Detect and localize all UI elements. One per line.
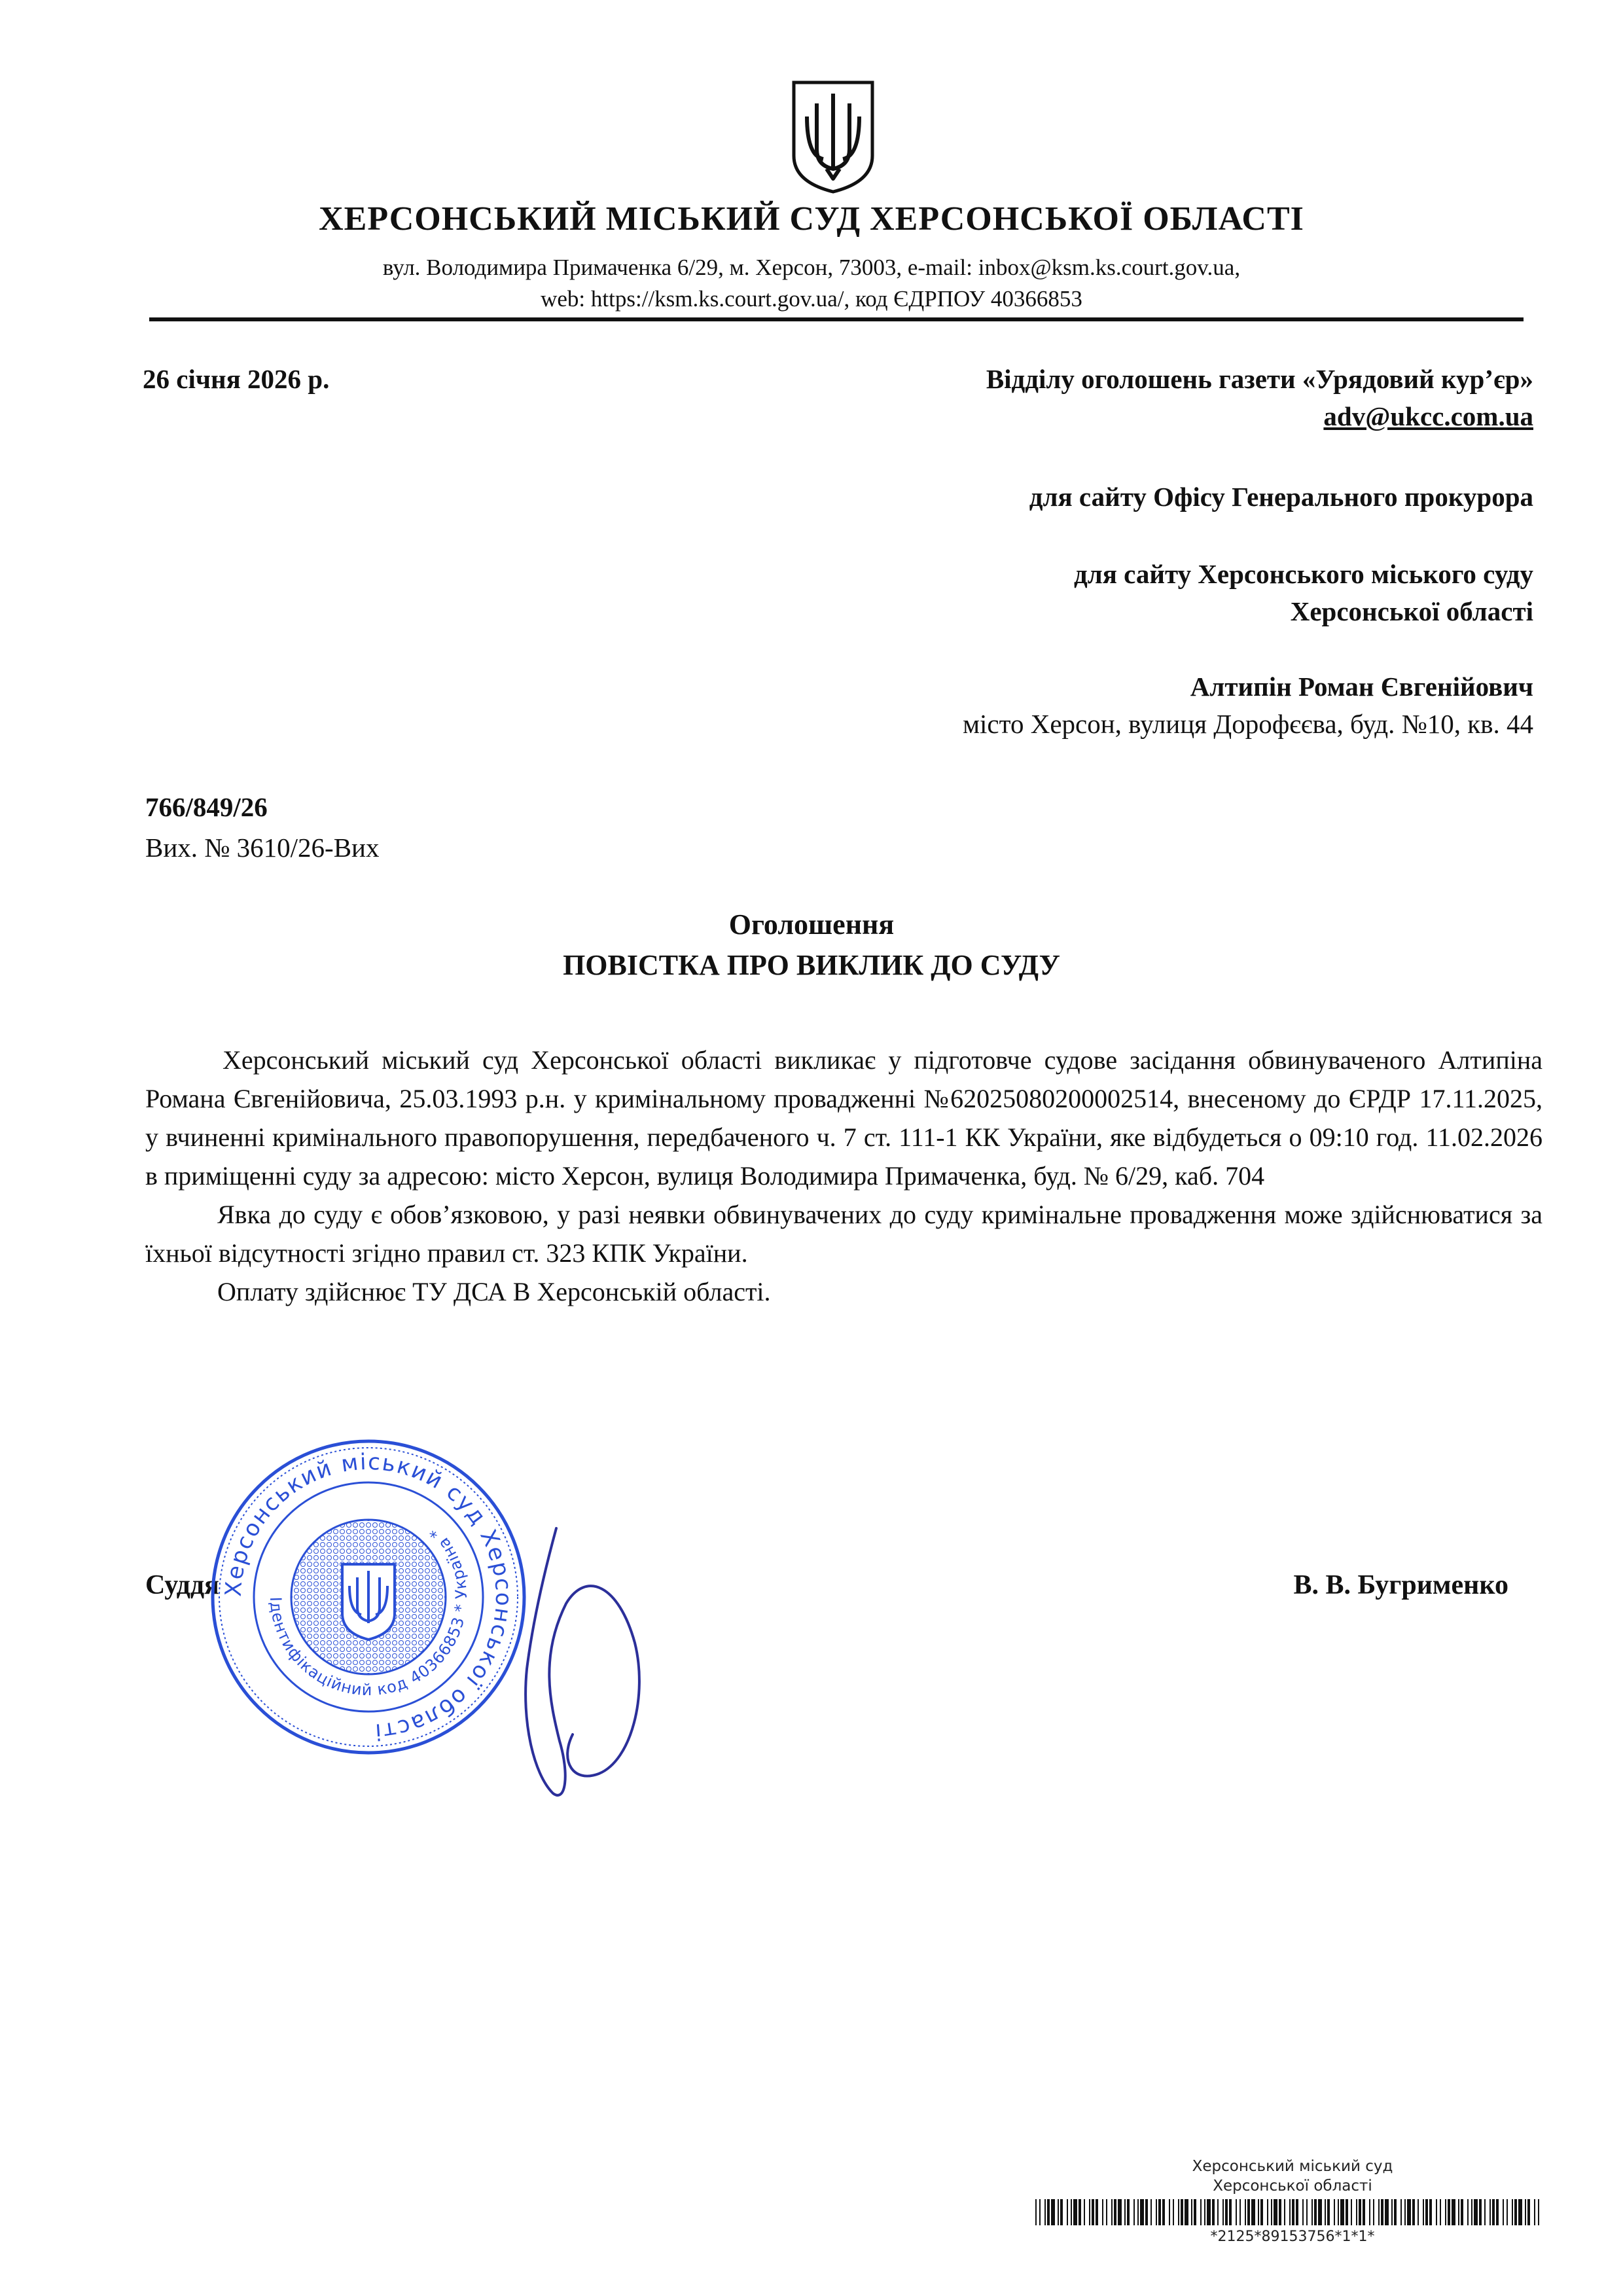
recipient-person-name: Алтипін Роман Євгенійович bbox=[1190, 672, 1533, 702]
barcode-bar bbox=[1492, 2199, 1495, 2225]
seal-inner-text: Ідентифікаційний код 40366853 * Україна * bbox=[266, 1522, 471, 1700]
barcode-bar bbox=[1089, 2199, 1090, 2225]
barcode-bar bbox=[1058, 2199, 1059, 2225]
barcode-bar bbox=[1425, 2199, 1428, 2225]
barcode-bar bbox=[1292, 2199, 1294, 2225]
barcode-bar bbox=[1158, 2199, 1161, 2225]
recipient-court-site bbox=[1074, 556, 1533, 630]
barcode-bar bbox=[1044, 2199, 1046, 2225]
barcode-bar bbox=[1471, 2199, 1472, 2225]
barcode-bar bbox=[1448, 2199, 1450, 2225]
recipient-person bbox=[963, 668, 1533, 743]
header-divider bbox=[149, 317, 1524, 321]
barcode-bar bbox=[1306, 2199, 1308, 2225]
barcode-bar bbox=[1404, 2199, 1406, 2225]
barcode-bar bbox=[1458, 2199, 1459, 2225]
barcode-bar bbox=[1334, 2199, 1335, 2225]
barcode-number: *2125*89153756*1*1* bbox=[1210, 2229, 1375, 2245]
recipient-prosecutor: для сайту Офісу Генерального прокурора bbox=[1029, 482, 1533, 512]
barcode-bar bbox=[1385, 2199, 1389, 2225]
barcode-bar bbox=[1140, 2199, 1144, 2225]
barcode-bar bbox=[1356, 2199, 1357, 2225]
barcode-bar bbox=[1185, 2199, 1188, 2225]
barcode-bar bbox=[1527, 2199, 1530, 2225]
barcode-bar bbox=[1296, 2199, 1298, 2225]
barcode-bar bbox=[1474, 2199, 1478, 2225]
barcode-bar bbox=[1378, 2199, 1380, 2225]
document-body bbox=[145, 1041, 1543, 1311]
recipient-person-address: місто Херсон, вулиця Дорофєєва, буд. №10, кв. 44 bbox=[963, 709, 1533, 739]
newspaper-email-link[interactable]: adv@ukcc.com.ua bbox=[1323, 401, 1533, 431]
barcode-bar bbox=[1039, 2199, 1041, 2225]
barcode-bar bbox=[1191, 2199, 1192, 2225]
barcode-bar bbox=[1194, 2199, 1196, 2225]
barcode-bar bbox=[1173, 2199, 1174, 2225]
barcode-bar bbox=[1327, 2199, 1330, 2225]
barcode-bar bbox=[1489, 2199, 1491, 2225]
barcode-bar bbox=[1440, 2199, 1441, 2225]
barcode-bar bbox=[1229, 2199, 1232, 2225]
barcode-bar bbox=[1162, 2199, 1165, 2225]
barcode-bar bbox=[1503, 2199, 1504, 2225]
barcode-bar bbox=[1114, 2199, 1116, 2225]
barcode-bar bbox=[1169, 2199, 1170, 2225]
barcode-bar bbox=[1423, 2199, 1424, 2225]
barcode-bar bbox=[1363, 2199, 1365, 2225]
barcode-bar bbox=[1145, 2199, 1148, 2225]
barcode-bar bbox=[1507, 2199, 1508, 2225]
barcode-bar bbox=[1274, 2199, 1277, 2225]
barcode-bar bbox=[1359, 2199, 1361, 2225]
court-address bbox=[0, 252, 1623, 315]
barcode-bar bbox=[1484, 2199, 1486, 2225]
barcode-bar bbox=[1258, 2199, 1259, 2225]
barcode-bar bbox=[1212, 2199, 1215, 2225]
barcode-bar bbox=[1124, 2199, 1126, 2225]
body-paragraph-1: Херсонський міський суд Херсонської області викликає у підготовче судове засідання обвинуваченого Алтипіна Романа Євгенійовича, 25.03.1993 р.н. у кримінальному провадженні №62025080200002514, внесеному до ЄРДР 17.11.2025, у вчиненні кримінального правопорушення, передбаченого ч. 7 ст. 111-1 КК України, яке відбудеться о 09:10 год. 11.02.2026 в приміщенні суду за адресою: місто Херсон, вулиця Володимира Примаченка, буд. № 6/29, каб. 704 bbox=[145, 1045, 1543, 1191]
barcode-bar bbox=[1452, 2199, 1455, 2225]
barcode-bar bbox=[1245, 2199, 1246, 2225]
seal-trident-icon bbox=[342, 1564, 395, 1640]
barcode-bar bbox=[1240, 2199, 1241, 2225]
barcode-bar bbox=[1118, 2199, 1122, 2225]
barcode-bar bbox=[1106, 2199, 1107, 2225]
barcode-bar bbox=[1111, 2199, 1113, 2225]
barcode-bar bbox=[1512, 2199, 1513, 2225]
barcode-bar bbox=[1217, 2199, 1219, 2225]
case-number: 766/849/26 bbox=[145, 792, 268, 822]
barcode-bar bbox=[1200, 2199, 1202, 2225]
recipient-newspaper-label: Відділу оголошень газети «Урядовий кур’єр» bbox=[986, 364, 1533, 394]
barcode-bar bbox=[1096, 2199, 1098, 2225]
barcode-bar bbox=[1222, 2199, 1224, 2225]
document-date: 26 січня 2026 р. bbox=[143, 364, 330, 394]
barcode-bar bbox=[1127, 2199, 1130, 2225]
barcode-bar bbox=[1445, 2199, 1446, 2225]
judge-name: В. В. Бугрименко bbox=[1293, 1570, 1508, 1600]
barcode-bar bbox=[1346, 2199, 1348, 2225]
barcode-bar bbox=[1525, 2199, 1526, 2225]
barcode-bar bbox=[1407, 2199, 1411, 2225]
barcode-bar bbox=[1538, 2199, 1539, 2225]
barcode-bar bbox=[1467, 2199, 1469, 2225]
recipient-court-site-line1: для сайту Херсонського міського суду bbox=[1073, 559, 1533, 589]
barcode-bar bbox=[1225, 2199, 1228, 2225]
barcode-bar bbox=[1373, 2199, 1374, 2225]
court-seal-stamp bbox=[208, 1437, 529, 1757]
seal-outer-text: Херсонський міський суд Херсонської області bbox=[220, 1448, 517, 1745]
barcode-bar bbox=[1060, 2199, 1063, 2225]
court-address-line2: web: https://ksm.ks.court.gov.ua/, код ЄДРПОУ 40366853 bbox=[541, 286, 1082, 312]
barcode-bar bbox=[1338, 2199, 1339, 2225]
footer-court-line1: Херсонський міський суд bbox=[1192, 2158, 1393, 2175]
barcode-bar bbox=[1496, 2199, 1499, 2225]
barcode-bar bbox=[1429, 2199, 1432, 2225]
barcode-bar bbox=[1236, 2199, 1237, 2225]
barcode-bar bbox=[1071, 2199, 1072, 2225]
barcode-bar bbox=[1381, 2199, 1383, 2225]
judge-role-label: Суддя bbox=[145, 1570, 219, 1600]
barcode-bar bbox=[1418, 2199, 1419, 2225]
barcode-bar bbox=[1518, 2199, 1522, 2225]
barcode-bar bbox=[1534, 2199, 1535, 2225]
barcode-bar bbox=[1318, 2199, 1322, 2225]
barcode-bar bbox=[1247, 2199, 1250, 2225]
barcode-bar bbox=[1412, 2199, 1415, 2225]
barcode-bar bbox=[1302, 2199, 1304, 2225]
judge-signature bbox=[488, 1525, 658, 1806]
barcode-bar bbox=[1047, 2199, 1050, 2225]
barcode-bar bbox=[1314, 2199, 1317, 2225]
barcode-bar bbox=[1514, 2199, 1517, 2225]
heading-line1: Оголошення bbox=[728, 908, 895, 941]
barcode-bar bbox=[1394, 2199, 1397, 2225]
barcode-bar bbox=[1461, 2199, 1463, 2225]
barcode-bar bbox=[1079, 2199, 1081, 2225]
barcode-bar bbox=[1102, 2199, 1103, 2225]
barcode-bar bbox=[1035, 2199, 1037, 2225]
barcode-bar bbox=[1251, 2199, 1255, 2225]
barcode-bar bbox=[1271, 2199, 1272, 2225]
barcode-bar bbox=[1137, 2199, 1139, 2225]
document-barcode bbox=[1035, 2199, 1539, 2225]
footer-court-line2: Херсонської області bbox=[1213, 2178, 1372, 2195]
body-paragraph-2: Явка до суду є обов’язковою, у разі неявки обвинувачених до суду кримінальне провадження може здійснюватися за їхньої відсутності згідно правил ст. 323 КПК України. bbox=[145, 1200, 1543, 1268]
barcode-bar bbox=[1340, 2199, 1344, 2225]
barcode-bar bbox=[1325, 2199, 1326, 2225]
barcode-bar bbox=[1436, 2199, 1437, 2225]
barcode-bar bbox=[1207, 2199, 1211, 2225]
barcode-bar bbox=[1260, 2199, 1263, 2225]
barcode-bar bbox=[1204, 2199, 1205, 2225]
barcode-bar bbox=[1092, 2199, 1094, 2225]
recipient-newspaper bbox=[986, 361, 1533, 435]
outgoing-number: Вих. № 3610/26-Вих bbox=[145, 833, 380, 863]
barcode-bar bbox=[1084, 2199, 1085, 2225]
barcode-bar bbox=[1067, 2199, 1068, 2225]
barcode-bar bbox=[1181, 2199, 1183, 2225]
barcode-bar bbox=[1311, 2199, 1313, 2225]
barcode-bar bbox=[1150, 2199, 1152, 2225]
barcode-bar bbox=[1178, 2199, 1179, 2225]
barcode-bar bbox=[1284, 2199, 1285, 2225]
barcode-bar bbox=[1073, 2199, 1077, 2225]
barcode-bar bbox=[1279, 2199, 1281, 2225]
heading-line2: ПОВІСТКА ПРО ВИКЛИК ДО СУДУ bbox=[563, 949, 1060, 981]
court-address-line1: вул. Володимира Примаченка 6/29, м. Херсон, 73003, e-mail: inbox@ksm.ks.court.gov.ua, bbox=[382, 255, 1241, 280]
barcode-bar bbox=[1479, 2199, 1482, 2225]
coat-of-arms-icon bbox=[787, 77, 879, 195]
document-references bbox=[145, 787, 380, 868]
barcode-bar bbox=[1400, 2199, 1402, 2225]
barcode-bar bbox=[1391, 2199, 1393, 2225]
barcode-bar bbox=[1351, 2199, 1352, 2225]
barcode-bar bbox=[1289, 2199, 1291, 2225]
barcode-bar bbox=[1156, 2199, 1157, 2225]
barcode-bar bbox=[1133, 2199, 1135, 2225]
recipient-court-site-line2: Херсонської області bbox=[1290, 596, 1533, 626]
court-title: ХЕРСОНСЬКИЙ МІСЬКИЙ СУД ХЕРСОНСЬКОЇ ОБЛАСТІ bbox=[319, 200, 1304, 238]
barcode-bar bbox=[1267, 2199, 1268, 2225]
body-paragraph-3: Оплату здійснює ТУ ДСА В Херсонській області. bbox=[217, 1277, 771, 1306]
document-heading bbox=[0, 905, 1623, 986]
footer-court-name bbox=[1171, 2157, 1414, 2196]
barcode-bar bbox=[1051, 2199, 1055, 2225]
barcode-bar bbox=[1369, 2199, 1370, 2225]
